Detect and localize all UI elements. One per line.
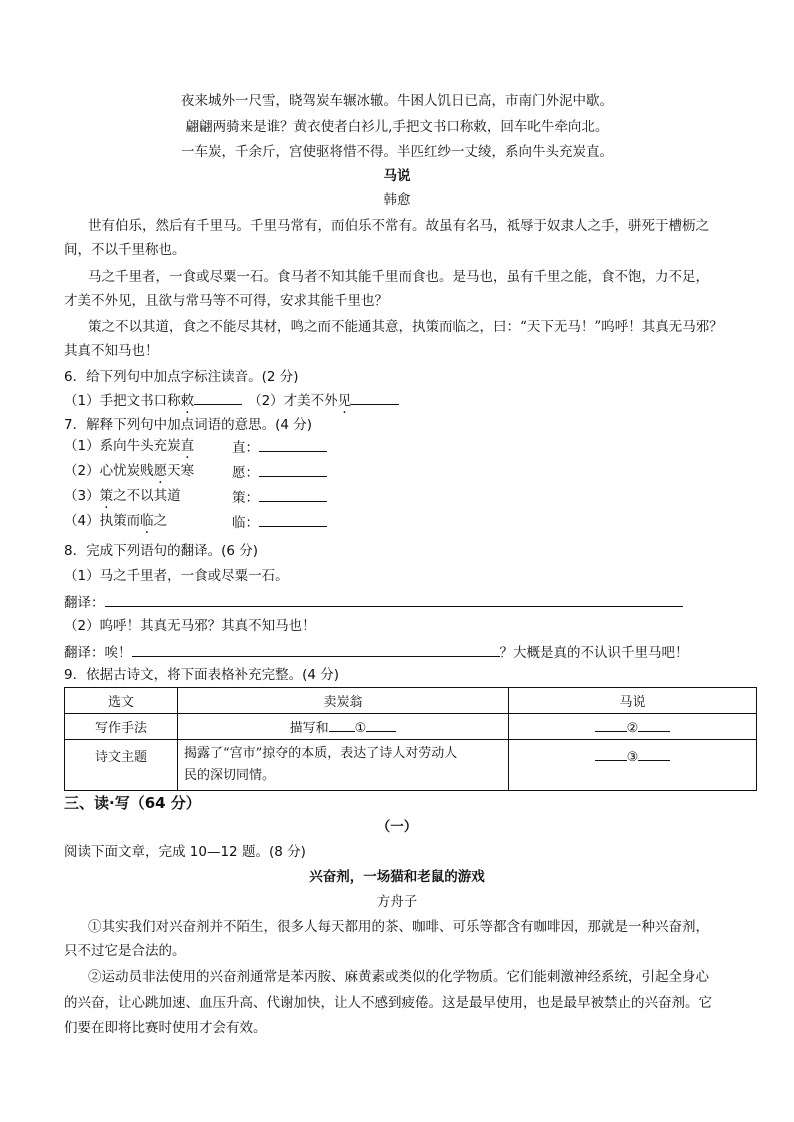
q6-stem: 6．给下列句中加点字标注读音。(2 分) <box>64 369 299 385</box>
q6-item1-dotted: 敕 <box>180 393 195 409</box>
q9-row2-cell3 <box>509 740 757 791</box>
q9-marker-1: ① <box>354 721 367 736</box>
q7-item-4-prefix: （4）执策而 <box>64 513 141 529</box>
q9-header-col1: 选文 <box>65 688 178 714</box>
article-title: 兴奋剂，一场猫和老鼠的游戏 <box>309 869 485 885</box>
q8-translation-2-prefix: 翻译：唉！ <box>64 645 132 661</box>
q6-item1-prefix: （1）手把文书口称 <box>64 393 181 409</box>
q6-items <box>64 390 399 410</box>
mashuo-title: 马说 <box>383 168 411 184</box>
q9-marker-3: ③ <box>626 750 639 765</box>
q7-item-4 <box>64 512 167 530</box>
q8-stem: 8．完成下列语句的翻译。(6 分) <box>64 543 259 559</box>
poem-line-3: 一车炭，千余斤，宫使驱将惜不得。半匹红纱一丈绫，系向牛头充炭直。 <box>181 144 613 160</box>
mashuo-p1b: 间，不以千里称也。 <box>64 242 186 258</box>
q6-item2-prefix: （2）才美不外 <box>248 393 338 409</box>
q7-item-2-prefix: （2）心忧炭贱 <box>64 463 154 479</box>
mashuo-p3b: 其真不知马也！ <box>64 343 159 359</box>
mashuo-p3a: 策之不以其道，食之不能尽其材，鸣之而不能通其意，执策而临之，曰：“天下无马！”呜呼！其真无马邪？ <box>88 319 723 335</box>
q9-table <box>64 687 757 791</box>
article-p2c: 们要在即将比赛时使用才会有效。 <box>64 1020 267 1036</box>
q7-answer-1 <box>232 437 327 457</box>
q9-row2-label: 诗文主题 <box>65 740 178 791</box>
q7-item-3-dotted: 策 <box>99 488 114 504</box>
q9-row2-cell2-line1: 揭露了“宫市”掠夺的本质，表达了诗人对劳动人 <box>184 746 458 761</box>
q7-stem: 7．解释下列句中加点词语的意思。(4 分) <box>64 417 313 433</box>
q9-blank-3b[interactable] <box>638 746 670 761</box>
q7-answer-4 <box>232 512 327 532</box>
q7-item-3-prefix: （3） <box>64 488 100 504</box>
q9-row-1 <box>65 714 757 740</box>
q7-answer-2-blank[interactable] <box>259 462 327 477</box>
q7-item-2-dotted: 愿 <box>153 463 168 479</box>
q9-marker-2: ② <box>626 721 639 736</box>
q7-item-2 <box>64 462 194 480</box>
mashuo-p2b: 才美不外见，且欲与常马等不可得，安求其能千里也？ <box>64 293 388 309</box>
q6-item2-blank[interactable] <box>351 390 399 405</box>
q9-blank-2a[interactable] <box>595 717 627 732</box>
poem-line-2: 翩翩两骑来是谁？黄衣使者白衫儿,手把文书口称敕，回车叱牛牵向北。 <box>185 119 609 135</box>
q7-answer-1-blank[interactable] <box>259 437 327 452</box>
q6-item2-dotted: 见 <box>337 393 352 409</box>
q8-translation-2 <box>64 642 689 662</box>
q7-item-4-dotted: 临 <box>140 513 154 529</box>
q9-header-col3: 马说 <box>509 688 757 714</box>
q7-item-4-suffix: 之 <box>153 513 168 529</box>
mashuo-author: 韩愈 <box>383 192 411 208</box>
q7-answer-2-label: 愿： <box>232 465 259 481</box>
q7-answer-4-blank[interactable] <box>259 512 327 527</box>
q8-translation-1-blank[interactable] <box>105 592 683 607</box>
q7-answer-2 <box>232 462 327 482</box>
q7-answer-3-label: 策： <box>232 490 259 506</box>
q9-row1-cell2 <box>178 714 509 740</box>
article-p1b: 只不过它是合法的。 <box>64 943 186 959</box>
q9-blank-1a[interactable] <box>329 717 355 732</box>
q7-answer-3 <box>232 487 327 507</box>
q9-row-2 <box>65 740 757 791</box>
q8-translation-2-suffix: ？大概是真的不认识千里马吧！ <box>499 645 689 661</box>
section-3-heading: 三、读·写（64 分） <box>64 794 201 812</box>
section-3-sub: （一） <box>376 819 418 835</box>
article-p2a: ②运动员非法使用的兴奋剂通常是苯丙胺、麻黄素或类似的化学物质。它们能刺激神经系统，引起全身心 <box>88 969 709 985</box>
q7-answer-1-label: 直： <box>232 440 259 456</box>
q9-blank-2b[interactable] <box>638 717 670 732</box>
q9-row1-cell2-prefix: 描写和 <box>289 721 329 736</box>
q9-row1-cell3 <box>509 714 757 740</box>
q9-row2-cell2-line2: 民的深切同情。 <box>184 768 276 783</box>
article-author: 方舟子 <box>376 894 418 910</box>
q7-item-3-suffix: 之不以其道 <box>113 488 181 504</box>
q8-translation-1-label: 翻译： <box>64 595 105 611</box>
article-p1a: ①其实我们对兴奋剂并不陌生，很多人每天都用的茶、咖啡、可乐等都含有咖啡因，那就是一种兴奋剂， <box>88 919 709 935</box>
poem-line-1: 夜来城外一尺雪，晓驾炭车辗冰辙。牛困人饥日已高，市南门外泥中歇。 <box>181 93 613 109</box>
q8-translation-1 <box>64 592 683 612</box>
article-p2b: 的兴奋，让心跳加速、血压升高、代谢加快，让人不感到疲倦。这是最早使用，也是最早被禁止的兴奋剂。它 <box>64 995 712 1011</box>
q9-blank-3a[interactable] <box>595 746 627 761</box>
q8-sentence-2: （2）呜呼！其真无马邪？其真不知马也！ <box>64 618 316 634</box>
q7-answer-3-blank[interactable] <box>259 487 327 502</box>
q9-header-col2: 卖炭翁 <box>178 688 509 714</box>
q8-sentence-1: （1）马之千里者，一食或尽粟一石。 <box>64 568 289 584</box>
q7-item-2-suffix: 天寒 <box>167 463 195 479</box>
mashuo-p2a: 马之千里者，一食或尽粟一石。食马者不知其能千里而食也。是马也，虽有千里之能，食不饱，力不足， <box>88 269 709 285</box>
q6-item1-blank[interactable] <box>194 390 242 405</box>
q9-row1-label: 写作手法 <box>65 714 178 740</box>
q7-answer-4-label: 临： <box>232 515 259 531</box>
q7-item-1 <box>64 437 194 455</box>
q9-row2-cell2 <box>178 740 509 791</box>
q7-item-3 <box>64 487 181 505</box>
q7-item-1-prefix: （1）系向牛头充炭 <box>64 438 181 454</box>
q9-blank-1b[interactable] <box>366 717 396 732</box>
q9-header-row <box>65 688 757 714</box>
q9-stem: 9．依据古诗文，将下面表格补充完整。(4 分) <box>64 667 340 683</box>
mashuo-p1a: 世有伯乐，然后有千里马。千里马常有，而伯乐不常有。故虽有名马，祗辱于奴隶人之手，骈死于槽枥之 <box>88 218 709 234</box>
q7-item-1-dotted: 直 <box>180 438 195 454</box>
q8-translation-2-blank[interactable] <box>132 642 500 657</box>
section-3-instruction: 阅读下面文章，完成 10—12 题。(8 分) <box>64 844 306 860</box>
